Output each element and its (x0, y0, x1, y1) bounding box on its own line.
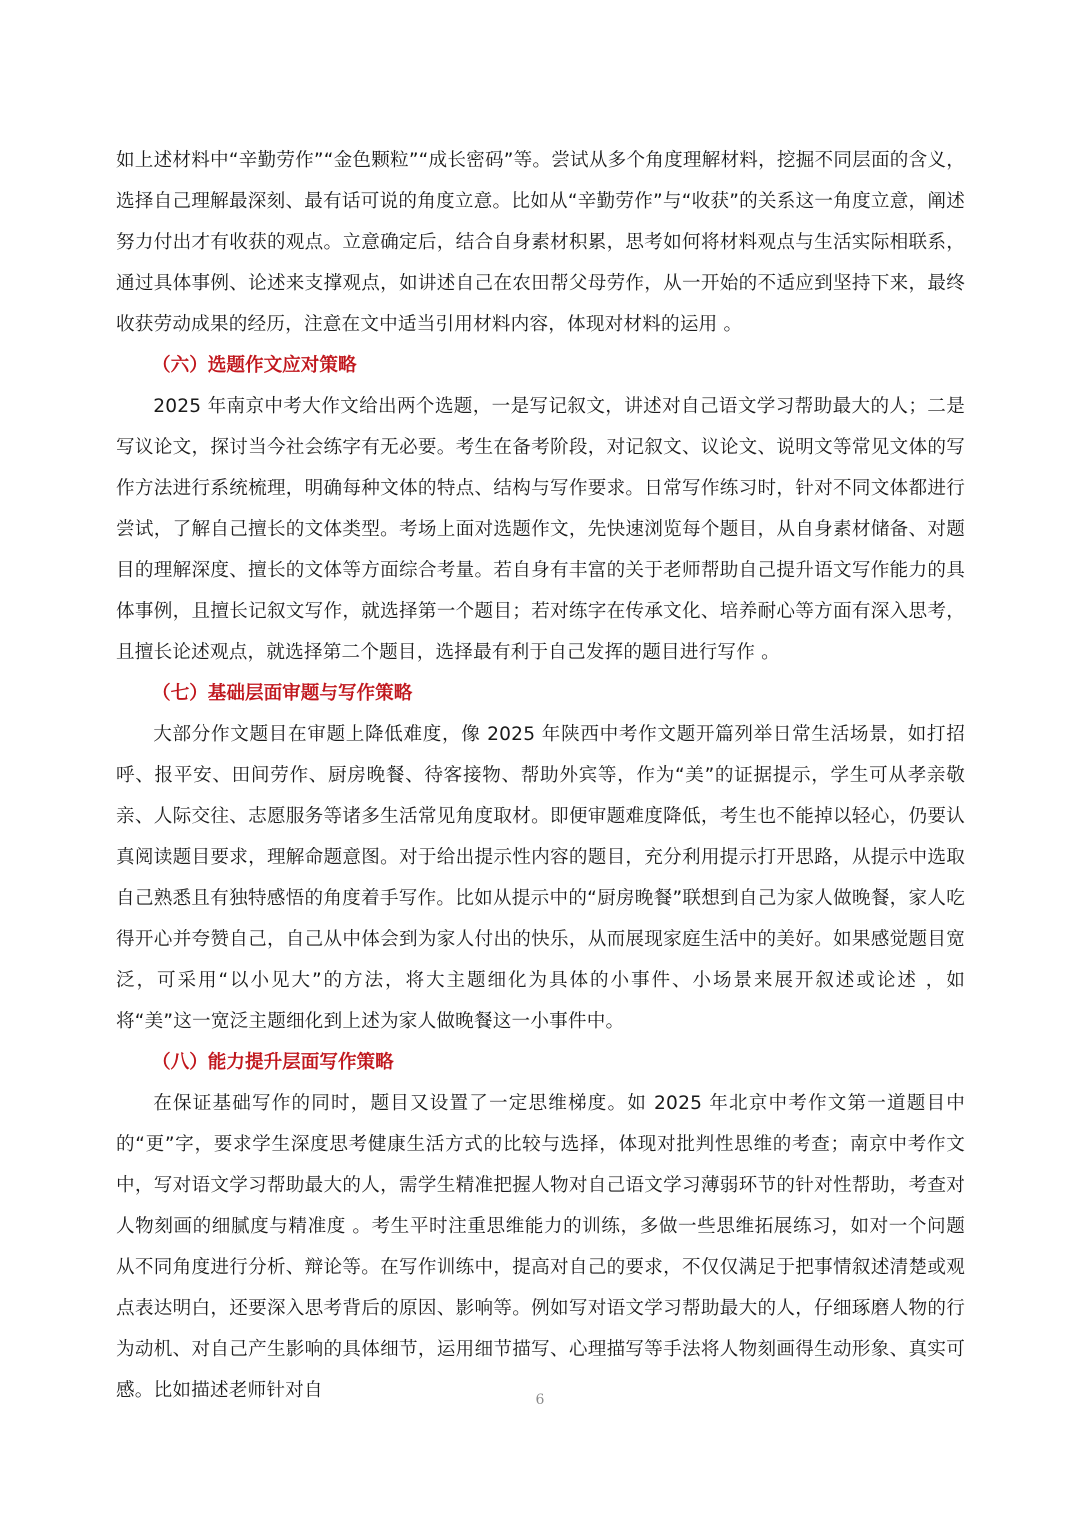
paragraph-material-analysis: 如上述材料中“辛勤劳作”“金色颗粒”“成长密码”等。尝试从多个角度理解材料，挖掘不同层面的含义，选择自己理解最深刻、最有话可说的角度立意。比如从“辛勤劳作”与“收获”的关系这一角度立意，阐述努力付出才有收获的观点。立意确定后，结合自身素材积累，思考如何将材料观点与生活实际相联系，通过具体事例、论述来支撑观点，如讲述自己在农田帮父母劳作，从一开始的不适应到坚持下来，最终收获劳动成果的经历，注意在文中适当引用材料内容，体现对材料的运用 。 (116, 150, 965, 335)
page-number: 6 (535, 1392, 545, 1408)
heading-section-7: （七）基础层面审题与写作策略 (152, 683, 413, 704)
paragraph-basic-strategy: 大部分作文题目在审题上降低难度，像 2025 年陕西中考作文题开篇列举日常生活场景，如打招呼、报平安、田间劳作、厨房晚餐、待客接物、帮助外宾等，作为“美”的证据提示，学生可从孝亲敬亲、人际交往、志愿服务等诸多生活常见角度取材。即便审题难度降低，考生也不能掉以轻心，仍要认真阅读题目要求，理解命题意图。对于给出提示性内容的题目，充分利用提示打开思路，从提示中选取自己熟悉且有独特感悟的角度着手写作。比如从提示中的“厨房晚餐”联想到自己为家人做晚餐，家人吃得开心并夸赞自己，自己从中体会到为家人付出的快乐，从而展现家庭生活中的美好。如果感觉题目宽泛，可采用“以小见大”的方法，将大主题细化为具体的小事件、小场景来展开叙述或论述 ，如将“美”这一宽泛主题细化到上述为家人做晚餐这一小事件中。 (116, 724, 965, 1032)
paragraph-ability-strategy: 在保证基础写作的同时，题目又设置了一定思维梯度。如 2025 年北京中考作文第一道题目中的“更”字，要求学生深度思考健康生活方式的比较与选择，体现对批判性思维的考查；南京中考作文中，写对语文学习帮助最大的人，需学生精准把握人物对自己语文学习薄弱环节的针对性帮助，考查对人物刻画的细腻度与精准度 。考生平时注重思维能力的训练，多做一些思维拓展练习，如对一个问题从不同角度进行分析、辩论等。在写作训练中，提高对自己的要求，不仅仅满足于把事情叙述清楚或观点表达明白，还要深入思考背后的原因、影响等。例如写对语文学习帮助最大的人，仔细琢磨人物的行为动机、对自己产生影响的具体细节，运用细节描写、心理描写等手法将人物刻画得生动形象、真实可感。比如描述老师针对自 (116, 1093, 965, 1401)
paragraph-topic-choice-strategy: 2025 年南京中考大作文给出两个选题，一是写记叙文，讲述对自己语文学习帮助最大的人；二是写议论文，探讨当今社会练字有无必要。考生在备考阶段，对记叙文、议论文、说明文等常见文体的写作方法进行系统梳理，明确每种文体的特点、结构与写作要求。日常写作练习时，针对不同文体都进行尝试，了解自己擅长的文体类型。考场上面对选题作文，先快速浏览每个题目，从自身素材储备、对题目的理解深度、擅长的文体等方面综合考量。若自身有丰富的关于老师帮助自己提升语文写作能力的具体事例，且擅长记叙文写作，就选择第一个题目；若对练字在传承文化、培养耐心等方面有深入思考，且擅长论述观点，就选择第二个题目，选择最有利于自己发挥的题目进行写作 。 (116, 396, 965, 663)
heading-section-8: （八）能力提升层面写作策略 (152, 1052, 394, 1073)
heading-section-6: （六）选题作文应对策略 (152, 355, 357, 376)
